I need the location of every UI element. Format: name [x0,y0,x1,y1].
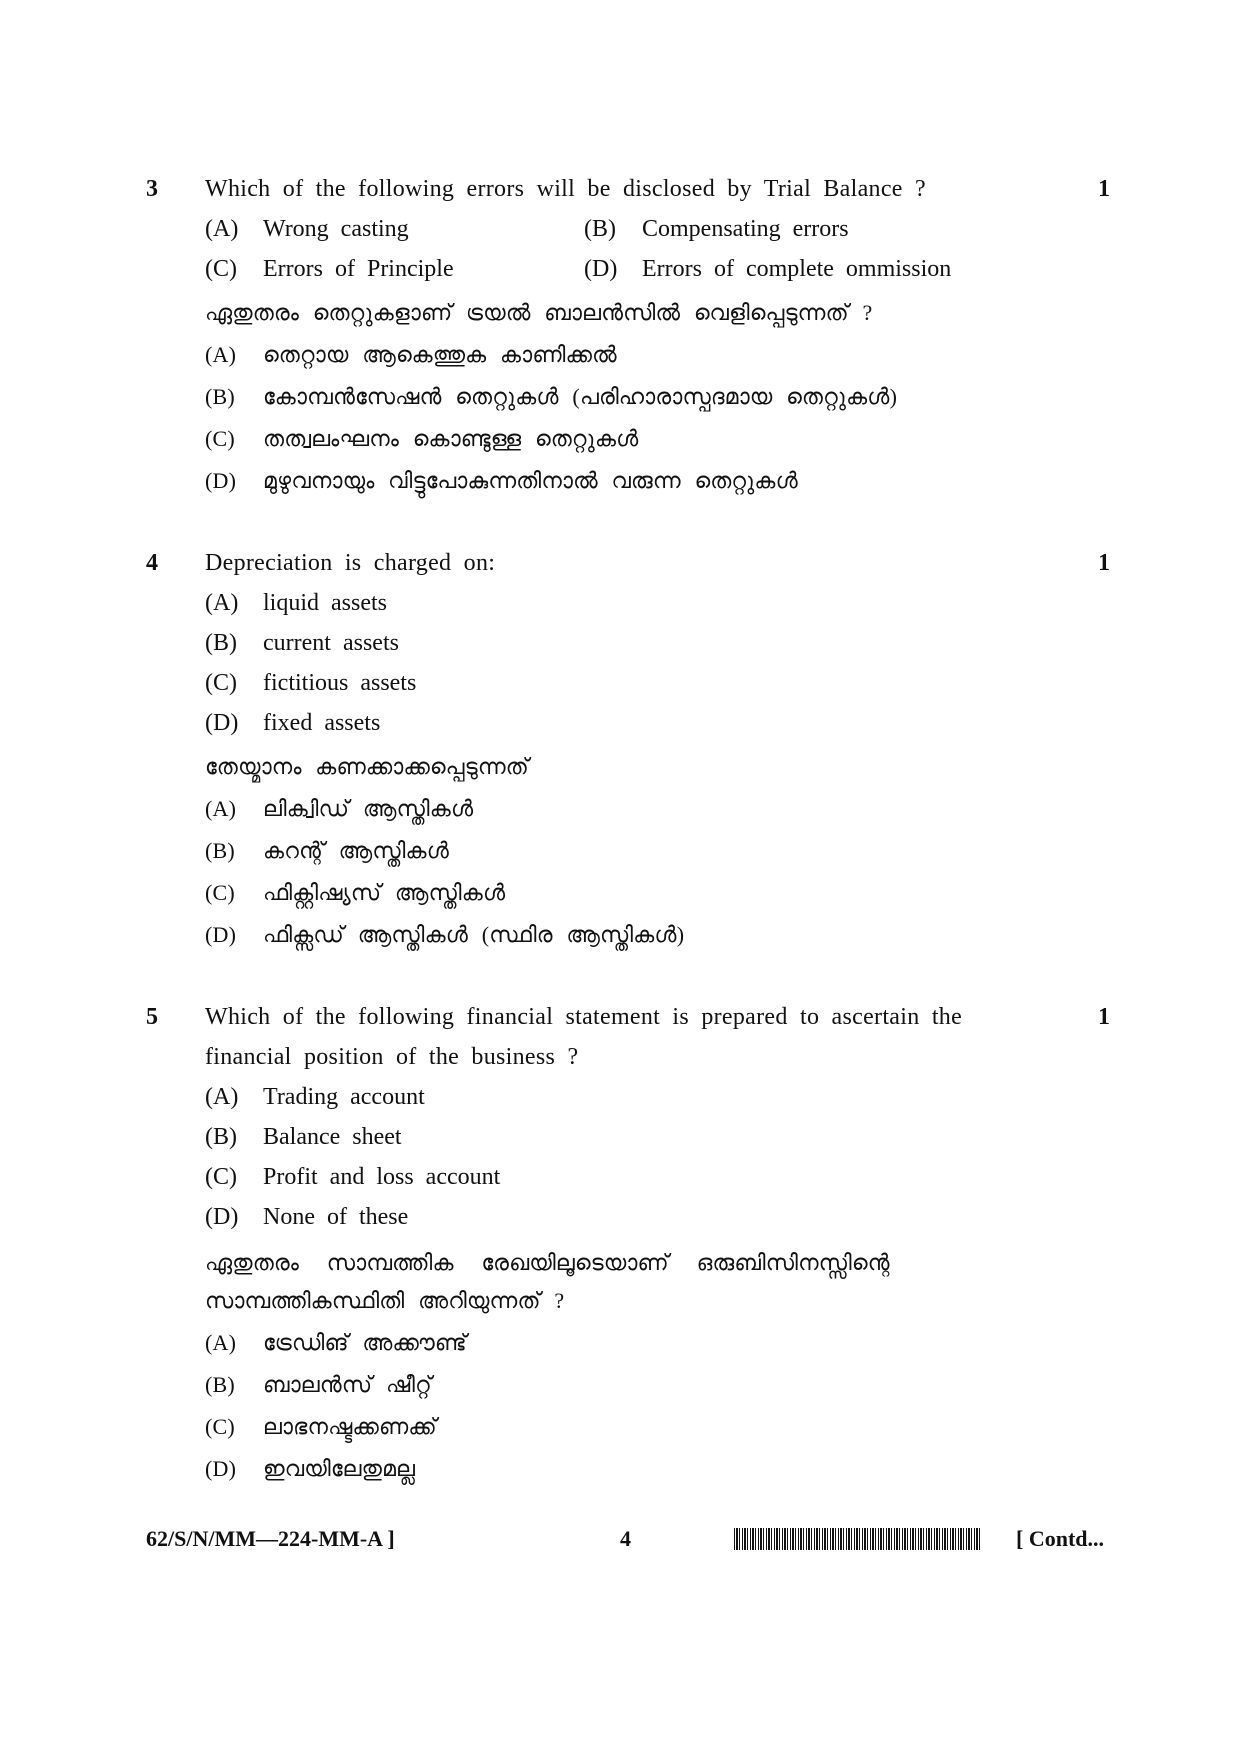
footer-page-number: 4 [620,1526,631,1551]
q3-en-option-d: (D) Errors of complete ommission [584,256,952,282]
barcode-image [734,1528,980,1550]
q3-ml-option-b: (B) കോമ്പൻസേഷൻ തെറ്റുകൾ (പരിഹാരാസ്പദമായ തെറ്റുകൾ) [205,384,898,409]
question-4-number: 4 [146,550,159,576]
q4-ml-option-d: (D) ഫിക്സഡ് ആസ്തികൾ (സ്ഥിര ആസ്തികൾ) [205,922,685,947]
question-3-marks: 1 [1098,176,1111,202]
q5-en-option-c: (C) Profit and loss account [205,1164,501,1190]
q3-en-option-a: (A) Wrong casting [205,216,409,242]
q3-ml-option-d: (D) മുഴുവനായും വിട്ടുപോകുന്നതിനാൽ വരുന്ന തെറ്റുകൾ [205,468,798,493]
q4-en-option-b: (B) current assets [205,630,399,656]
question-4-marks: 1 [1098,550,1111,576]
q5-ml-option-c: (C) ലാഭനഷ്ടക്കണക്ക് [205,1414,437,1439]
footer-contd: [ Contd... [1016,1526,1105,1551]
q5-en-option-d: (D) None of these [205,1204,409,1230]
q4-ml-option-a: (A) ലിക്വിഡ് ആസ്തികൾ [205,796,474,821]
q4-ml-option-b: (B) കറന്റ് ആസ്തികൾ [205,838,450,863]
q3-ml-question: ഏതുതരം തെറ്റുകളാണ് ട്രയൽ ബാലൻസിൽ വെളിപ്പെടുന്നത് ? [205,300,873,325]
q3-en-option-c: (C) Errors of Principle [205,256,454,282]
q3-en-option-b: (B) Compensating errors [584,216,849,242]
question-5-number: 5 [146,1004,159,1030]
q5-en-option-b: (B) Balance sheet [205,1124,402,1150]
q4-en-option-a: (A) liquid assets [205,590,387,616]
question-3-text: Which of the following errors will be disclosed by Trial Balance ? [205,176,926,202]
q4-ml-option-c: (C) ഫിക്റ്റിഷ്യസ് ആസ്തികൾ [205,880,506,905]
q5-en-option-a: (A) Trading account [205,1084,425,1110]
q4-en-option-d: (D) fixed assets [205,710,381,736]
q3-ml-option-a: (A) തെറ്റായ ആകെത്തുക കാണിക്കൽ [205,342,617,367]
question-5-marks: 1 [1098,1004,1111,1030]
q4-en-option-c: (C) fictitious assets [205,670,417,696]
q5-ml-option-d: (D) ഇവയിലേതുമല്ല [205,1456,416,1481]
q4-ml-question: തേയ്മാനം കണക്കാക്കപ്പെടുന്നത് [205,754,529,779]
q3-ml-option-c: (C) തത്വലംഘനം കൊണ്ടുള്ള തെറ്റുകൾ [205,426,639,451]
q5-ml-option-b: (B) ബാലൻസ് ഷീറ്റ് [205,1372,432,1397]
q5-ml-question-line2: സാമ്പത്തികസ്ഥിതി അറിയുന്നത് ? [205,1288,565,1313]
q5-ml-option-a: (A) ട്രേഡിങ് അക്കൗണ്ട് [205,1330,467,1355]
question-4-text: Depreciation is charged on: [205,550,496,576]
q5-ml-question-line1: ഏതുതരം സാമ്പത്തിക രേഖയിലൂടെയാണ് ഒരുബിസിനസ്സിന്റെ [205,1250,890,1275]
question-3-number: 3 [146,176,159,202]
question-5-text-line2: financial position of the business ? [205,1044,579,1070]
footer-paper-code: 62/S/N/MM—224-MM-A ] [146,1526,395,1551]
question-5-text-line1: Which of the following financial statement is prepared to ascertain the [205,1004,963,1030]
